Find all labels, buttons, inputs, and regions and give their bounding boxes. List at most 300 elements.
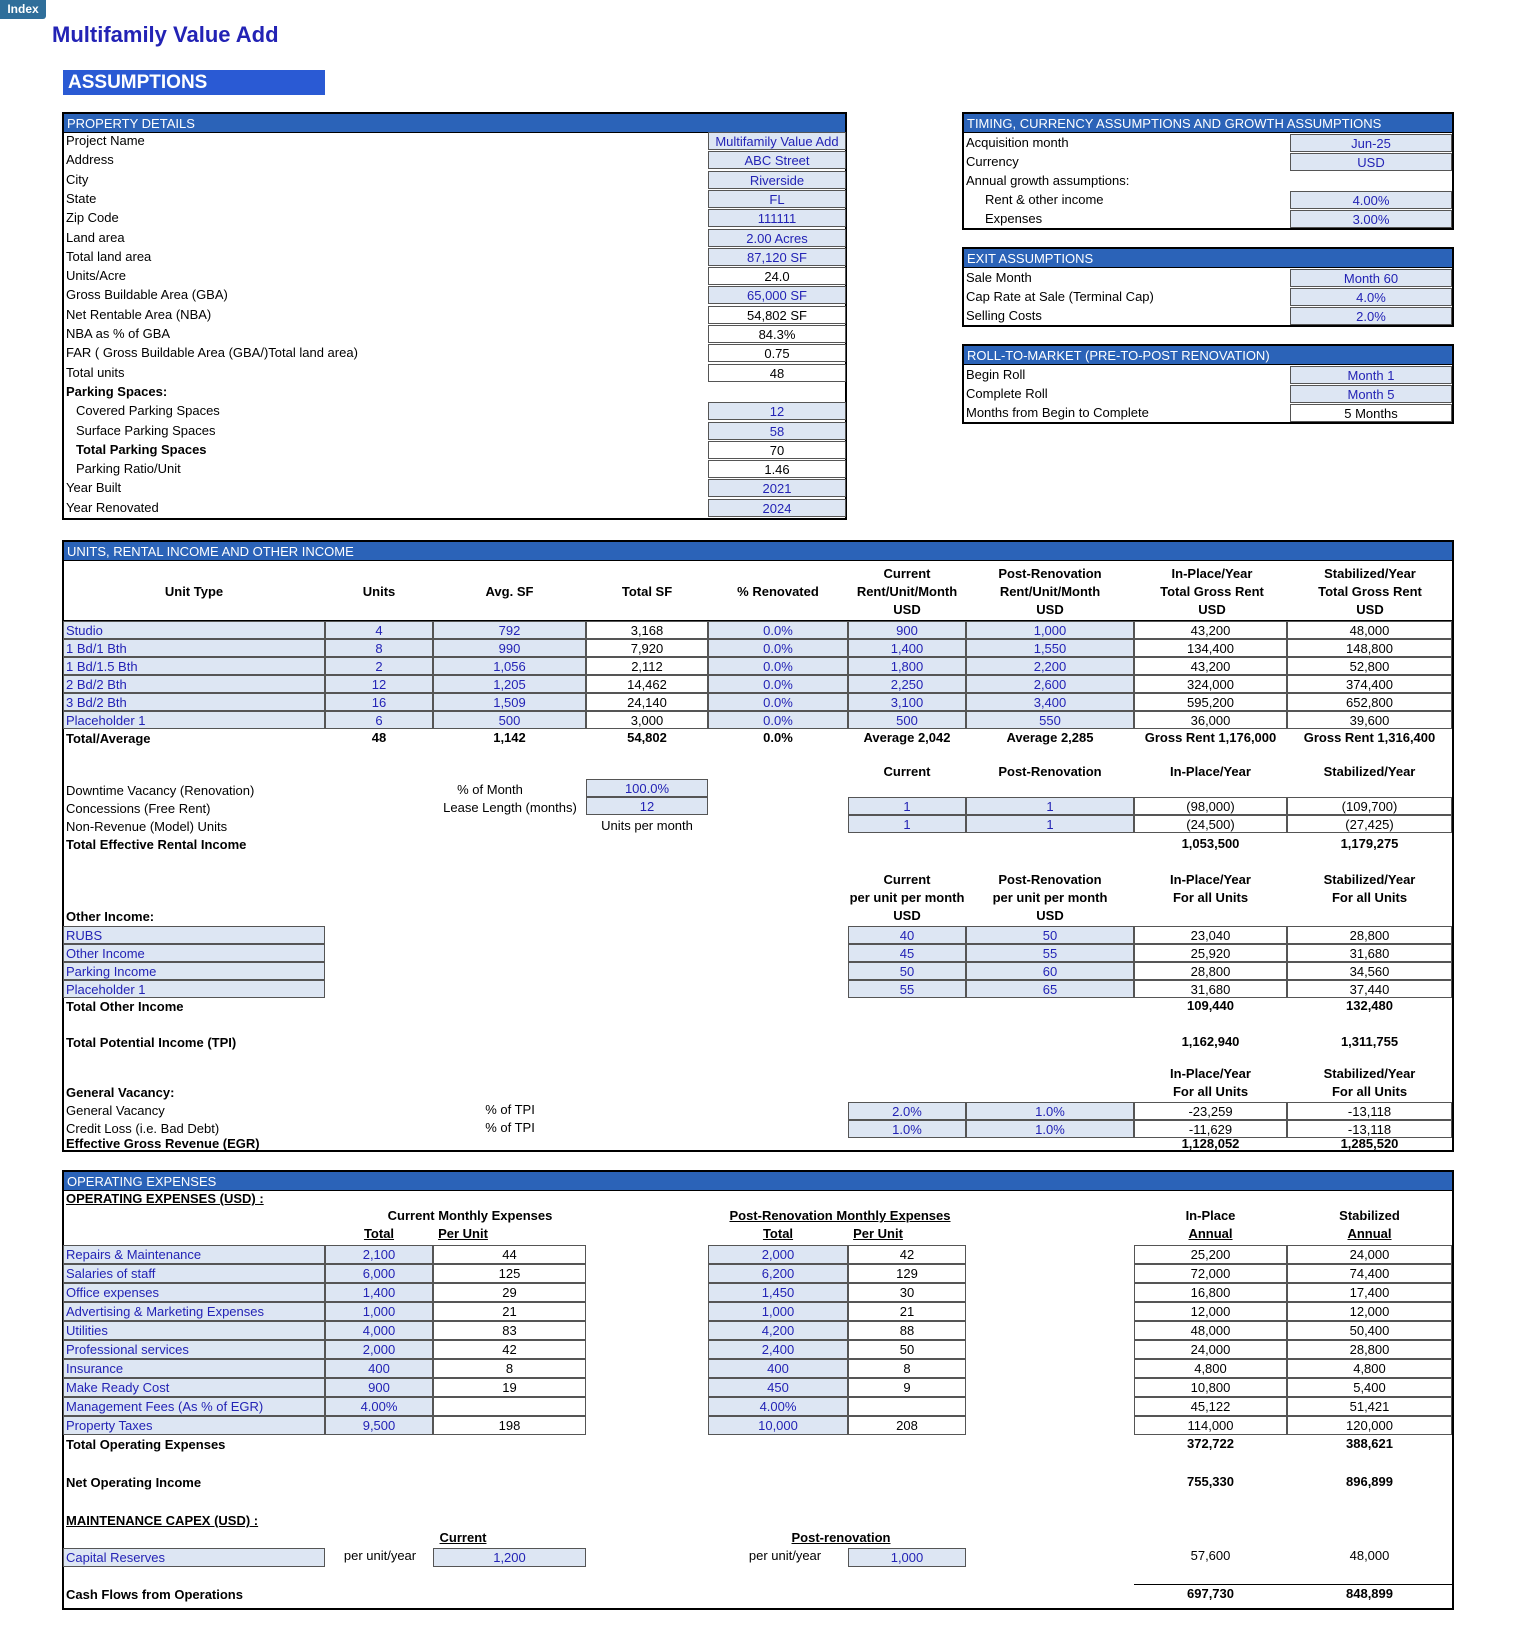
opex-cur-perunit: 42: [433, 1340, 586, 1359]
property-value[interactable]: 2024: [708, 499, 846, 517]
other-inplace: 25,920: [1134, 944, 1287, 962]
col-avg-sf: Avg. SF: [485, 584, 534, 599]
other-current[interactable]: 40: [848, 926, 966, 944]
col-post-1: Post-Renovation: [998, 566, 1102, 581]
opex-label[interactable]: Repairs & Maintenance: [63, 1245, 325, 1264]
avg-sf-cell[interactable]: 990: [433, 639, 586, 657]
opex-post-perunit: 30: [848, 1283, 966, 1302]
property-label: Year Built: [66, 480, 122, 496]
units-header: UNITS, RENTAL INCOME AND OTHER INCOME: [64, 542, 1452, 561]
total-other-stab: 132,480: [1346, 998, 1393, 1013]
other-current-2: per unit per month: [849, 890, 965, 905]
inplace-rent-cell: 36,000: [1134, 711, 1287, 729]
units-cell[interactable]: 2: [325, 657, 433, 675]
other-post[interactable]: 55: [966, 944, 1134, 962]
unit-type-cell[interactable]: Placeholder 1: [63, 711, 325, 729]
post-rent-cell[interactable]: 1,550: [966, 639, 1134, 657]
current-rent-cell[interactable]: 900: [848, 621, 966, 639]
opex-post-total[interactable]: 450: [708, 1378, 848, 1397]
property-label: Units/Acre: [66, 268, 126, 284]
property-label: Total units: [66, 364, 125, 380]
concessions-value[interactable]: 12: [586, 797, 708, 815]
inplace-rent-cell: 43,200: [1134, 621, 1287, 639]
opex-post-total[interactable]: 6,200: [708, 1264, 848, 1283]
opex-inplace: 72,000: [1134, 1264, 1287, 1283]
inplace-rent-cell: 43,200: [1134, 657, 1287, 675]
sub-post: Post-Renovation: [998, 764, 1102, 779]
pct-renovated-cell[interactable]: 0.0%: [708, 711, 848, 729]
opex-stab-h2: Annual: [1347, 1226, 1392, 1241]
exit-header: EXIT ASSUMPTIONS: [964, 249, 1452, 268]
timing-header: TIMING, CURRENCY ASSUMPTIONS AND GROWTH ASSUMPTIONS: [964, 114, 1452, 133]
opex-cur-total[interactable]: 1,400: [325, 1283, 433, 1302]
property-value[interactable]: ABC Street: [708, 151, 846, 169]
property-value: 24.0: [708, 267, 846, 285]
col-inplace-2: Total Gross Rent: [1160, 584, 1264, 599]
exit-value[interactable]: Month 60: [1290, 269, 1452, 287]
nonrev-post[interactable]: 1: [966, 815, 1134, 833]
property-label: FAR ( Gross Buildable Area (GBA/)Total land area): [66, 345, 358, 361]
timing-label: Currency: [966, 154, 1019, 169]
col-unit-type: Unit Type: [164, 584, 224, 599]
total-sf-cell: 2,112: [586, 657, 708, 675]
other-stab-1: Stabilized/Year: [1323, 872, 1416, 887]
opex-cur-perunit: 44: [433, 1245, 586, 1264]
property-value[interactable]: 58: [708, 422, 846, 440]
property-value: 0.75: [708, 344, 846, 362]
vacancy-inplace: -23,259: [1134, 1102, 1287, 1120]
opex-post-perunit-h: Per Unit: [853, 1226, 903, 1241]
opex-stab: 5,400: [1287, 1378, 1452, 1397]
other-current[interactable]: 55: [848, 980, 966, 998]
timing-label: Rent & other income: [985, 192, 1104, 207]
sub-stab: Stabilized/Year: [1323, 764, 1416, 779]
units-cell[interactable]: 16: [325, 693, 433, 711]
opex-post-total-h: Total: [762, 1226, 794, 1241]
concessions-stab: (109,700): [1287, 797, 1452, 815]
opex-cur-perunit: 19: [433, 1378, 586, 1397]
opex-cur-perunit: 198: [433, 1416, 586, 1435]
opex-post-perunit: 21: [848, 1302, 966, 1321]
pct-renovated-cell[interactable]: 0.0%: [708, 693, 848, 711]
vacancy-inplace: -11,629: [1134, 1120, 1287, 1138]
current-rent-cell[interactable]: 2,250: [848, 675, 966, 693]
units-cell[interactable]: 4: [325, 621, 433, 639]
other-post[interactable]: 50: [966, 926, 1134, 944]
other-inplace: 28,800: [1134, 962, 1287, 980]
opex-inplace: 12,000: [1134, 1302, 1287, 1321]
avg-sf-cell[interactable]: 1,509: [433, 693, 586, 711]
opex-cur-total-h: Total: [363, 1226, 395, 1241]
col-pct-renovated: % Renovated: [737, 584, 819, 599]
vac-inplace-1: In-Place/Year: [1170, 1066, 1251, 1081]
opex-stab: 50,400: [1287, 1321, 1452, 1340]
opex-sub-title: OPERATING EXPENSES (USD) :: [66, 1191, 264, 1206]
property-label: Parking Spaces:: [66, 383, 168, 399]
post-rent-cell[interactable]: 2,200: [966, 657, 1134, 675]
vacancy-mid-label: % of TPI: [485, 1102, 535, 1117]
stabilized-rent-cell: 39,600: [1287, 711, 1452, 729]
property-label: Land area: [66, 229, 125, 245]
downtime-label: Downtime Vacancy (Renovation): [66, 783, 255, 798]
opex-cur-total[interactable]: 9,500: [325, 1416, 433, 1435]
avg-sf-cell[interactable]: 1,056: [433, 657, 586, 675]
sub-current: Current: [883, 764, 931, 779]
current-rent-cell[interactable]: 1,400: [848, 639, 966, 657]
total-avg-sf: 1,142: [493, 730, 526, 745]
other-income-type[interactable]: RUBS: [63, 926, 325, 944]
property-label: NBA as % of GBA: [66, 326, 171, 341]
nonrev-mid-label: Units per month: [601, 818, 693, 833]
post-rent-cell[interactable]: 2,600: [966, 675, 1134, 693]
opex-stab: 120,000: [1287, 1416, 1452, 1435]
egr-label: Effective Gross Revenue (EGR): [66, 1136, 260, 1151]
total-current: Average 2,042: [863, 730, 951, 745]
index-tab[interactable]: Index: [0, 0, 46, 19]
property-value[interactable]: 65,000 SF: [708, 286, 846, 304]
vacancy-current[interactable]: 1.0%: [848, 1120, 966, 1138]
noi-label: Net Operating Income: [66, 1475, 202, 1490]
total-sf-cell: 3,168: [586, 621, 708, 639]
cfo-divider: [1134, 1584, 1452, 1585]
opex-inplace: 10,800: [1134, 1378, 1287, 1397]
opex-post-total[interactable]: 2,400: [708, 1340, 848, 1359]
opex-inplace: 4,800: [1134, 1359, 1287, 1378]
opex-label[interactable]: Property Taxes: [63, 1416, 325, 1435]
opex-post-total[interactable]: 10,000: [708, 1416, 848, 1435]
opex-cur-total[interactable]: 6,000: [325, 1264, 433, 1283]
avg-sf-cell[interactable]: 792: [433, 621, 586, 639]
other-post[interactable]: 60: [966, 962, 1134, 980]
exit-value[interactable]: 2.0%: [1290, 307, 1452, 325]
opex-cur-total[interactable]: 4.00%: [325, 1397, 433, 1416]
pct-renovated-cell[interactable]: 0.0%: [708, 639, 848, 657]
timing-value[interactable]: Jun-25: [1290, 134, 1452, 152]
total-units: 48: [371, 730, 387, 745]
col-units: Units: [362, 584, 396, 599]
current-rent-cell[interactable]: 500: [848, 711, 966, 729]
other-post-2: per unit per month: [992, 890, 1108, 905]
opex-cur-total[interactable]: 400: [325, 1359, 433, 1378]
opex-post-perunit: 8: [848, 1359, 966, 1378]
property-label: State: [66, 190, 97, 206]
other-post-1: Post-Renovation: [998, 872, 1102, 887]
page-title: Multifamily Value Add: [52, 22, 279, 47]
opex-cur-perunit: 29: [433, 1283, 586, 1302]
stabilized-rent-cell: 374,400: [1287, 675, 1452, 693]
timing-value[interactable]: 4.00%: [1290, 191, 1452, 209]
opex-post-perunit: 42: [848, 1245, 966, 1264]
opex-post-total[interactable]: 1,000: [708, 1302, 848, 1321]
opex-post-perunit: 88: [848, 1321, 966, 1340]
units-cell[interactable]: 8: [325, 639, 433, 657]
col-inplace-1: In-Place/Year: [1171, 566, 1253, 581]
property-value: 48: [708, 364, 846, 382]
other-stab-2: For all Units: [1331, 890, 1408, 905]
roll-value[interactable]: Month 1: [1290, 366, 1452, 384]
opex-cur-total[interactable]: 900: [325, 1378, 433, 1397]
total-sf-cell: 24,140: [586, 693, 708, 711]
downtime-value[interactable]: 100.0%: [586, 779, 708, 797]
timing-value[interactable]: 3.00%: [1290, 210, 1452, 228]
total-sf: 54,802: [627, 730, 667, 745]
pct-renovated-cell[interactable]: 0.0%: [708, 675, 848, 693]
pct-renovated-cell[interactable]: 0.0%: [708, 657, 848, 675]
unit-type-cell[interactable]: 3 Bd/2 Bth: [63, 693, 325, 711]
opex-post-total[interactable]: 2,000: [708, 1245, 848, 1264]
opex-total-label: Total Operating Expenses: [66, 1437, 226, 1452]
cfo-stab: 848,899: [1346, 1586, 1393, 1601]
other-stab: 31,680: [1287, 944, 1452, 962]
opex-stab: 12,000: [1287, 1302, 1452, 1321]
property-value: 54,802 SF: [708, 306, 846, 324]
capex-per-label: per unit/year: [343, 1548, 417, 1563]
opex-inplace-h2: Annual: [1188, 1226, 1233, 1241]
property-value[interactable]: FL: [708, 190, 846, 208]
nonrev-stab: (27,425): [1287, 815, 1452, 833]
other-inplace-1: In-Place/Year: [1170, 872, 1251, 887]
total-pct: 0.0%: [763, 730, 793, 745]
property-value[interactable]: 87,120 SF: [708, 248, 846, 266]
other-inplace: 23,040: [1134, 926, 1287, 944]
col-inplace-3: USD: [1198, 602, 1226, 617]
capex-post-h: Post-renovation: [791, 1530, 891, 1545]
vacancy-label: General Vacancy:: [66, 1085, 175, 1100]
property-label: Project Name: [66, 133, 145, 148]
nonrev-current[interactable]: 1: [848, 815, 966, 833]
property-label: Gross Buildable Area (GBA): [66, 287, 228, 303]
unit-type-cell[interactable]: Studio: [63, 621, 325, 639]
opex-cur-perunit: [433, 1397, 586, 1416]
tpi-stab: 1,311,755: [1340, 1034, 1399, 1049]
exit-label: Sale Month: [966, 270, 1032, 285]
property-label: Total Parking Spaces: [76, 441, 207, 457]
opex-cur-total[interactable]: 1,000: [325, 1302, 433, 1321]
avg-sf-cell[interactable]: 1,205: [433, 675, 586, 693]
noi-inplace: 755,330: [1187, 1474, 1234, 1489]
vacancy-row-label: Credit Loss (i.e. Bad Debt): [66, 1121, 220, 1136]
opex-label[interactable]: Management Fees (As % of EGR): [63, 1397, 325, 1416]
opex-stab: 17,400: [1287, 1283, 1452, 1302]
other-income-type[interactable]: Other Income: [63, 944, 325, 962]
cfo-label: Cash Flows from Operations: [66, 1587, 243, 1602]
opex-stab: 24,000: [1287, 1245, 1452, 1264]
avg-sf-cell[interactable]: 500: [433, 711, 586, 729]
col-current-3: USD: [893, 602, 921, 617]
opex-cur-perunit-h: Per Unit: [438, 1226, 488, 1241]
opex-inplace: 48,000: [1134, 1321, 1287, 1340]
capex-current-h: Current: [439, 1530, 487, 1545]
property-label: Zip Code: [66, 210, 119, 226]
opex-post-perunit: [848, 1397, 966, 1416]
current-rent-cell[interactable]: 1,800: [848, 657, 966, 675]
other-post[interactable]: 65: [966, 980, 1134, 998]
concessions-label: Concessions (Free Rent): [66, 801, 211, 816]
egr-stab: 1,285,520: [1340, 1136, 1399, 1151]
opex-inplace: 24,000: [1134, 1340, 1287, 1359]
nonrev-label: Non-Revenue (Model) Units: [66, 819, 228, 834]
opex-stab: 74,400: [1287, 1264, 1452, 1283]
opex-total-stab: 388,621: [1346, 1436, 1393, 1451]
property-label: City: [66, 171, 89, 187]
total-other-label: Total Other Income: [66, 999, 184, 1014]
other-stab: 34,560: [1287, 962, 1452, 980]
cfo-inplace: 697,730: [1187, 1586, 1234, 1601]
nonrev-inplace: (24,500): [1134, 815, 1287, 833]
col-current-1: Current: [883, 566, 931, 581]
capex-inplace: 57,600: [1190, 1548, 1231, 1563]
opex-cur-perunit: 8: [433, 1359, 586, 1378]
concessions-inplace: (98,000): [1134, 797, 1287, 815]
egr-inplace: 1,128,052: [1181, 1136, 1240, 1151]
property-label: Year Renovated: [66, 499, 159, 515]
inplace-rent-cell: 134,400: [1134, 639, 1287, 657]
other-current-3: USD: [893, 908, 921, 923]
vacancy-post[interactable]: 1.0%: [966, 1120, 1134, 1138]
property-value[interactable]: 111111: [708, 209, 846, 227]
col-stabilized-1: Stabilized/Year: [1324, 566, 1416, 581]
opex-inplace: 114,000: [1134, 1416, 1287, 1435]
current-rent-cell[interactable]: 3,100: [848, 693, 966, 711]
property-label: Total land area: [66, 248, 152, 264]
opex-header: OPERATING EXPENSES: [64, 1172, 1452, 1191]
total-inplace: Gross Rent 1,176,000: [1144, 730, 1277, 745]
unit-type-cell[interactable]: 1 Bd/1.5 Bth: [63, 657, 325, 675]
post-rent-cell[interactable]: 550: [966, 711, 1134, 729]
property-value: 70: [708, 441, 846, 459]
capex-stab: 48,000: [1349, 1548, 1390, 1563]
opex-stab: 4,800: [1287, 1359, 1452, 1378]
opex-total-inplace: 372,722: [1187, 1436, 1234, 1451]
roll-value: 5 Months: [1290, 404, 1452, 422]
units-cell[interactable]: 6: [325, 711, 433, 729]
opex-post-perunit: 129: [848, 1264, 966, 1283]
other-current[interactable]: 50: [848, 962, 966, 980]
other-income-label: Other Income:: [66, 909, 155, 924]
capex-current[interactable]: 1,200: [433, 1548, 586, 1567]
opex-post-total[interactable]: 4,200: [708, 1321, 848, 1340]
opex-post-total[interactable]: 1,450: [708, 1283, 848, 1302]
units-cell[interactable]: 12: [325, 675, 433, 693]
property-value[interactable]: Riverside: [708, 171, 846, 189]
stabilized-rent-cell: 52,800: [1287, 657, 1452, 675]
opex-label[interactable]: Professional services: [63, 1340, 325, 1359]
exit-value[interactable]: 4.0%: [1290, 288, 1452, 306]
opex-label[interactable]: Salaries of staff: [63, 1264, 325, 1283]
capex-title: MAINTENANCE CAPEX (USD) :: [66, 1513, 259, 1528]
tpi-label: Total Potential Income (TPI): [66, 1035, 237, 1050]
exit-label: Selling Costs: [966, 308, 1042, 323]
property-label: Surface Parking Spaces: [76, 422, 216, 438]
concessions-current[interactable]: 1: [848, 797, 966, 815]
opex-post-total[interactable]: 400: [708, 1359, 848, 1378]
vacancy-stab: -13,118: [1287, 1120, 1452, 1138]
other-income-type[interactable]: Placeholder 1: [63, 980, 325, 998]
opex-current-title: Current Monthly Expenses: [387, 1208, 553, 1223]
concessions-post[interactable]: 1: [966, 797, 1134, 815]
opex-label[interactable]: Utilities: [63, 1321, 325, 1340]
total-sf-cell: 7,920: [586, 639, 708, 657]
concessions-mid-label: Lease Length (months): [443, 800, 577, 815]
property-value[interactable]: 12: [708, 402, 846, 420]
other-stab: 37,440: [1287, 980, 1452, 998]
opex-label[interactable]: Insurance: [63, 1359, 325, 1378]
property-label: Net Rentable Area (NBA): [66, 306, 212, 322]
roll-value[interactable]: Month 5: [1290, 385, 1452, 403]
opex-stab: 28,800: [1287, 1340, 1452, 1359]
opex-inplace: 16,800: [1134, 1283, 1287, 1302]
sub-inplace: In-Place/Year: [1170, 764, 1251, 779]
vac-stab-1: Stabilized/Year: [1323, 1066, 1416, 1081]
noi-stab: 896,899: [1346, 1474, 1393, 1489]
property-label: Covered Parking Spaces: [76, 403, 220, 419]
property-details-header: PROPERTY DETAILS: [64, 114, 845, 133]
vacancy-current[interactable]: 2.0%: [848, 1102, 966, 1120]
property-label: Parking Ratio/Unit: [76, 461, 181, 477]
opex-stab: 51,421: [1287, 1397, 1452, 1416]
total-sf-cell: 14,462: [586, 675, 708, 693]
opex-cur-total[interactable]: 2,100: [325, 1245, 433, 1264]
stabilized-rent-cell: 148,800: [1287, 639, 1452, 657]
opex-label[interactable]: Make Ready Cost: [63, 1378, 325, 1397]
opex-cur-perunit: 83: [433, 1321, 586, 1340]
roll-label: Complete Roll: [966, 386, 1048, 401]
capex-post[interactable]: 1,000: [848, 1548, 966, 1567]
vacancy-stab: -13,118: [1287, 1102, 1452, 1120]
post-rent-cell[interactable]: 3,400: [966, 693, 1134, 711]
other-post-3: USD: [1036, 908, 1064, 923]
col-current-2: Rent/Unit/Month: [856, 584, 958, 599]
property-value: 84.3%: [708, 325, 846, 343]
timing-value[interactable]: USD: [1290, 153, 1452, 171]
property-value: 1.46: [708, 460, 846, 478]
exit-label: Cap Rate at Sale (Terminal Cap): [966, 289, 1154, 304]
opex-cur-perunit: 125: [433, 1264, 586, 1283]
other-income-type[interactable]: Parking Income: [63, 962, 325, 980]
capex-label[interactable]: Capital Reserves: [63, 1548, 325, 1567]
opex-post-perunit: 9: [848, 1378, 966, 1397]
property-value[interactable]: Multifamily Value Add: [708, 132, 846, 150]
capex-per-label-2: per unit/year: [748, 1548, 822, 1563]
total-post: Average 2,285: [1006, 730, 1094, 745]
opex-label[interactable]: Advertising & Marketing Expenses: [63, 1302, 325, 1321]
opex-label[interactable]: Office expenses: [63, 1283, 325, 1302]
eri-inplace: 1,053,500: [1181, 836, 1240, 851]
vacancy-post[interactable]: 1.0%: [966, 1102, 1134, 1120]
opex-post-total[interactable]: 4.00%: [708, 1397, 848, 1416]
roll-label: Begin Roll: [966, 367, 1026, 382]
section-title: ASSUMPTIONS: [63, 70, 325, 95]
post-rent-cell[interactable]: 1,000: [966, 621, 1134, 639]
opex-inplace: 25,200: [1134, 1245, 1287, 1264]
unit-type-cell[interactable]: 1 Bd/1 Bth: [63, 639, 325, 657]
other-current[interactable]: 45: [848, 944, 966, 962]
unit-type-cell[interactable]: 2 Bd/2 Bth: [63, 675, 325, 693]
other-stab: 28,800: [1287, 926, 1452, 944]
opex-cur-total[interactable]: 4,000: [325, 1321, 433, 1340]
opex-cur-total[interactable]: 2,000: [325, 1340, 433, 1359]
inplace-rent-cell: 595,200: [1134, 693, 1287, 711]
vacancy-row-label: General Vacancy: [66, 1103, 165, 1118]
vac-stab-2: For all Units: [1331, 1084, 1408, 1099]
opex-stab-h1: Stabilized: [1339, 1208, 1400, 1223]
col-post-3: USD: [1036, 602, 1064, 617]
opex-inplace-h1: In-Place: [1185, 1208, 1236, 1223]
property-value[interactable]: 2.00 Acres: [708, 229, 846, 247]
pct-renovated-cell[interactable]: 0.0%: [708, 621, 848, 639]
property-value[interactable]: 2021: [708, 479, 846, 497]
timing-label: Acquisition month: [966, 135, 1069, 150]
